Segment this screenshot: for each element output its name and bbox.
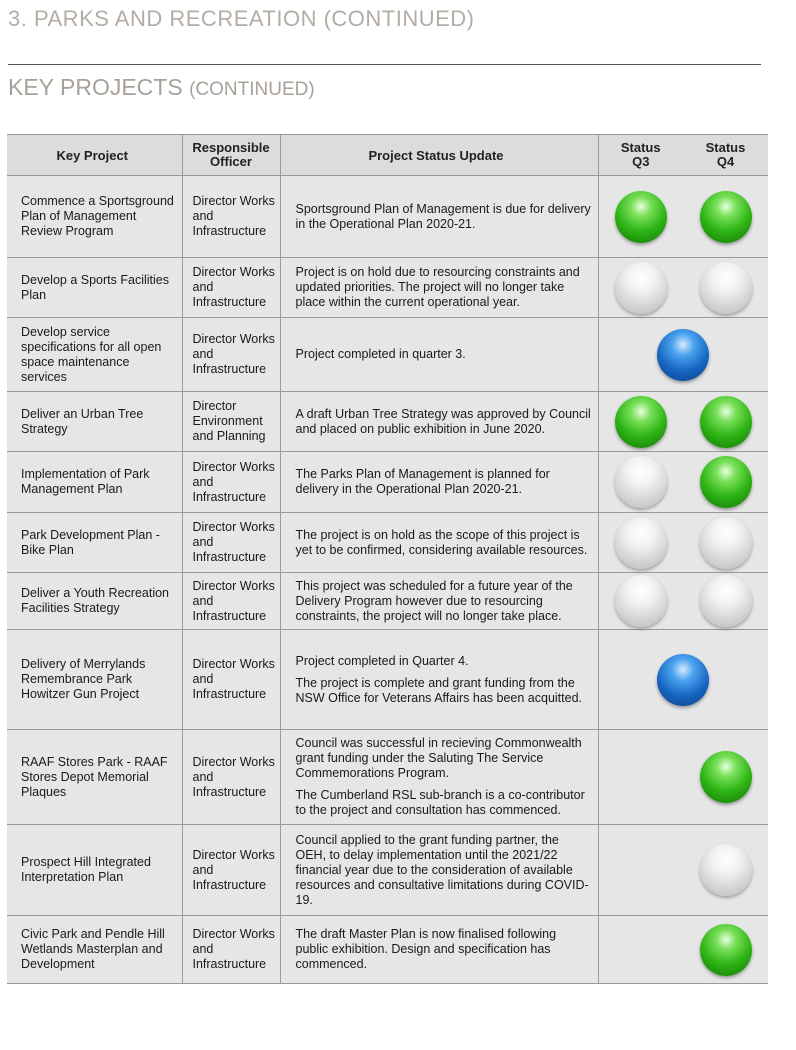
cell-status-update xyxy=(280,573,598,630)
table-row xyxy=(7,452,768,513)
cell-key-project: Deliver an Urban Tree Strategy xyxy=(7,392,182,452)
no-status-indicator xyxy=(615,751,667,803)
status-update-paragraph: Sportsground Plan of Management is due for delivery in the Operational Plan 2020-21. xyxy=(295,201,591,231)
green-status-indicator-icon xyxy=(700,751,752,803)
cell-status-q4 xyxy=(683,258,768,318)
cell-key-project: Commence a Sportsground Plan of Management Review Program xyxy=(7,176,182,258)
cell-status-q3 xyxy=(598,392,683,452)
cell-status-q4 xyxy=(683,513,768,573)
status-update-paragraph: The draft Master Plan is now finalised following public exhibition. Design and specification has commenced. xyxy=(295,927,557,971)
cell-status-q3-q4 xyxy=(598,630,768,730)
cell-status-update xyxy=(280,392,598,452)
status-update-paragraph: Council applied to the grant funding partner, the OEH, to delay implementation until the 2021/22 financial year due to the consideration of available resources and consultative limitations during COVID-19. xyxy=(295,832,589,907)
cell-key-project: Civic Park and Pendle Hill Wetlands Masterplan and Development xyxy=(7,916,182,984)
status-update-paragraph: The Parks Plan of Management is planned for delivery in the Operational Plan 2020-21. xyxy=(295,467,550,496)
status-update-paragraph: The project is complete and grant funding from the NSW Office for Veterans Affairs has been acquitted. xyxy=(295,675,582,705)
table-row xyxy=(7,258,768,318)
cell-status-q3 xyxy=(598,513,683,573)
table-row xyxy=(7,630,768,730)
cell-status-update xyxy=(280,452,598,513)
cell-status-update xyxy=(280,258,598,318)
cell-key-project: Prospect Hill Integrated Interpretation Plan xyxy=(7,825,182,916)
green-status-indicator-icon xyxy=(700,191,752,243)
cell-key-project: Deliver a Youth Recreation Facilities Strategy xyxy=(7,573,182,630)
cell-status-q3-q4 xyxy=(598,318,768,392)
cell-responsible-officer: Director Works and Infrastructure xyxy=(182,825,280,916)
title-divider xyxy=(8,64,761,65)
cell-key-project: Implementation of Park Management Plan xyxy=(7,452,182,513)
cell-responsible-officer: Director Works and Infrastructure xyxy=(182,258,280,318)
cell-status-update xyxy=(280,825,598,916)
cell-status-q3 xyxy=(598,176,683,258)
cell-status-q3 xyxy=(598,825,683,916)
cell-responsible-officer: Director Environment and Planning xyxy=(182,392,280,452)
blue-status-indicator-icon xyxy=(657,654,709,706)
table-row xyxy=(7,730,768,825)
cell-status-q3 xyxy=(598,916,683,984)
green-status-indicator-icon xyxy=(615,396,667,448)
grey-status-indicator-icon xyxy=(700,262,752,314)
cell-status-q3 xyxy=(598,452,683,513)
cell-key-project: Develop a Sports Facilities Plan xyxy=(7,258,182,318)
cell-status-q3 xyxy=(598,730,683,825)
blue-status-indicator-icon xyxy=(657,329,709,381)
no-status-indicator xyxy=(615,844,667,896)
header-key-project: Key Project xyxy=(7,135,182,176)
cell-responsible-officer: Director Works and Infrastructure xyxy=(182,730,280,825)
no-status-indicator xyxy=(615,924,667,976)
green-status-indicator-icon xyxy=(700,396,752,448)
header-status-q3: Status Q3 xyxy=(598,135,683,176)
cell-status-q4 xyxy=(683,573,768,630)
status-update-paragraph: Project completed in Quarter 4. xyxy=(295,653,469,668)
cell-status-q4 xyxy=(683,916,768,984)
key-projects-table xyxy=(7,134,768,984)
cell-responsible-officer: Director Works and Infrastructure xyxy=(182,513,280,573)
cell-key-project: Develop service specifications for all open space maintenance services xyxy=(7,318,182,392)
grey-status-indicator-icon xyxy=(700,517,752,569)
green-status-indicator-icon xyxy=(615,191,667,243)
cell-status-q4 xyxy=(683,825,768,916)
table-row xyxy=(7,573,768,630)
status-update-paragraph: Project completed in quarter 3. xyxy=(295,347,466,361)
table-row xyxy=(7,916,768,984)
cell-status-update xyxy=(280,176,598,258)
subtitle-suffix: (CONTINUED) xyxy=(189,79,315,100)
cell-status-update xyxy=(280,630,598,730)
status-update-paragraph: A draft Urban Tree Strategy was approved by Council and placed on public exhibition in June 2020. xyxy=(295,406,591,436)
cell-responsible-officer: Director Works and Infrastructure xyxy=(182,916,280,984)
cell-responsible-officer: Director Works and Infrastructure xyxy=(182,176,280,258)
cell-status-update xyxy=(280,916,598,984)
table-header-row xyxy=(7,135,768,176)
green-status-indicator-icon xyxy=(700,456,752,508)
status-update-paragraph: This project was scheduled for a future year of the Delivery Program however due to resourcing constraints, the project will no longer take place. xyxy=(295,578,573,623)
table-row xyxy=(7,513,768,573)
cell-status-q3 xyxy=(598,573,683,630)
cell-status-update xyxy=(280,730,598,825)
cell-status-q4 xyxy=(683,392,768,452)
grey-status-indicator-icon xyxy=(700,575,752,627)
cell-responsible-officer: Director Works and Infrastructure xyxy=(182,452,280,513)
cell-responsible-officer: Director Works and Infrastructure xyxy=(182,573,280,630)
status-update-paragraph: Council was successful in recieving Commonwealth grant funding under the Saluting The Service Commemorations Program. xyxy=(295,736,582,780)
cell-responsible-officer: Director Works and Infrastructure xyxy=(182,630,280,730)
cell-status-q4 xyxy=(683,176,768,258)
table-row xyxy=(7,825,768,916)
section-title: 3. PARKS AND RECREATION (CONTINUED) xyxy=(8,6,475,31)
cell-status-q3 xyxy=(598,258,683,318)
cell-status-q4 xyxy=(683,730,768,825)
header-responsible-officer: Responsible Officer xyxy=(182,135,280,176)
grey-status-indicator-icon xyxy=(615,456,667,508)
grey-status-indicator-icon xyxy=(615,262,667,314)
cell-status-update xyxy=(280,513,598,573)
grey-status-indicator-icon xyxy=(615,575,667,627)
table-row xyxy=(7,392,768,452)
cell-responsible-officer: Director Works and Infrastructure xyxy=(182,318,280,392)
header-status-update: Project Status Update xyxy=(280,135,598,176)
subtitle-main: KEY PROJECTS xyxy=(8,74,183,100)
grey-status-indicator-icon xyxy=(615,517,667,569)
status-update-paragraph: The Cumberland RSL sub-branch is a co-contributor to the project and consultation has commenced. xyxy=(295,788,585,817)
status-update-paragraph: The project is on hold as the scope of this project is yet to be confirmed, considering available resources. xyxy=(295,527,588,557)
cell-status-q4 xyxy=(683,452,768,513)
grey-status-indicator-icon xyxy=(700,844,752,896)
header-status-q4: Status Q4 xyxy=(683,135,768,176)
table-row xyxy=(7,318,768,392)
cell-status-update xyxy=(280,318,598,392)
green-status-indicator-icon xyxy=(700,924,752,976)
cell-key-project: RAAF Stores Park - RAAF Stores Depot Memorial Plaques xyxy=(7,730,182,825)
page-subtitle xyxy=(8,74,315,101)
cell-key-project: Delivery of Merrylands Remembrance Park Howitzer Gun Project xyxy=(7,630,182,730)
status-update-paragraph: Project is on hold due to resourcing constraints and updated priorities. The project will no longer take place within the current operational year. xyxy=(295,265,580,309)
cell-key-project: Park Development Plan - Bike Plan xyxy=(7,513,182,573)
table-row xyxy=(7,176,768,258)
